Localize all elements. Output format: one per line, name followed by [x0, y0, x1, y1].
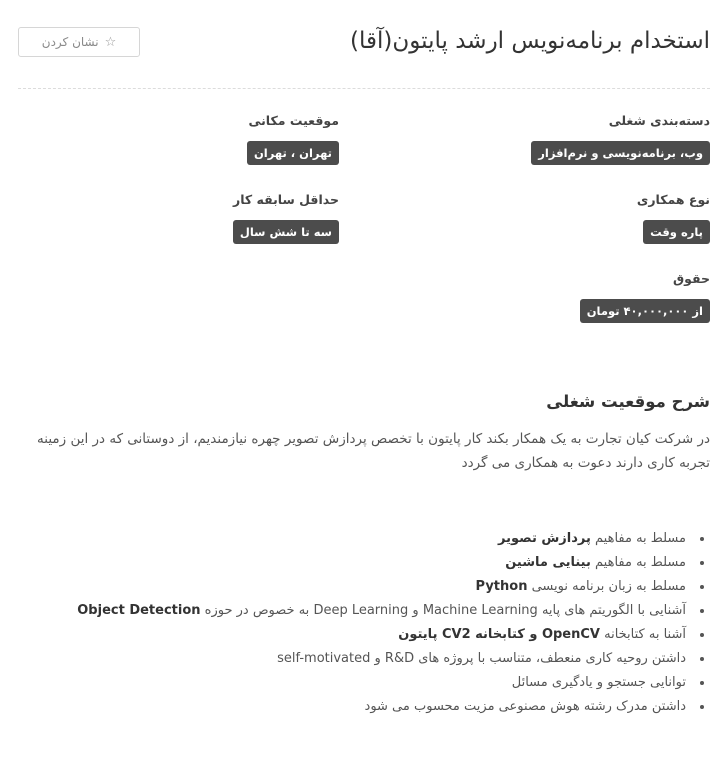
experience-tag: سه تا شش سال	[233, 220, 339, 244]
list-item: • مسلط به مفاهیم پردازش تصویر	[18, 527, 690, 551]
meta-location	[247, 113, 339, 165]
category-tag[interactable]: وب، برنامه‌نویسی و نرم‌افزار	[531, 141, 710, 165]
bookmark-button[interactable]	[18, 27, 140, 57]
meta-cooperation	[637, 192, 710, 244]
description-text: در شرکت کیان تجارت به یک همکار بکند کار پایتون با تخصص پردازش تصویر چهره نیازمندیم، از دوستانی که در این زمینه تجربه کاری دارند دعوت به همکاری می گردد	[37, 431, 710, 471]
list-item: • آشنا به کتابخانه OpenCV و کتابخانه CV2 پایتون	[18, 623, 690, 647]
header-divider	[18, 88, 710, 89]
list-item: • آشنایی با الگوریتم های پایه Machine Learning و Deep Learning به خصوص در حوزه Object Detection	[18, 599, 690, 623]
description-title: شرح موقعیت شغلی	[546, 392, 710, 411]
experience-label: حداقل سابقه کار	[233, 192, 339, 207]
meta-category	[531, 113, 710, 165]
bookmark-label: نشان کردن	[41, 35, 99, 49]
cooperation-tag[interactable]: پاره وقت	[643, 220, 710, 244]
cooperation-label: نوع همکاری	[636, 192, 710, 207]
meta-salary	[580, 271, 710, 323]
list-item: • مسلط به زبان برنامه نویسی Python	[18, 575, 690, 599]
list-item: • توانایی جستجو و یادگیری مسائل	[18, 671, 690, 695]
salary-label: حقوق	[672, 271, 710, 286]
list-item: • مسلط به مفاهیم بینایی ماشین	[18, 551, 690, 575]
job-page	[18, 0, 710, 779]
category-label: دسته‌بندی شغلی	[608, 113, 710, 128]
list-item: • داشتن روحیه کاری منعطف، متناسب با پروژه های R&D و self-motivated	[18, 647, 690, 671]
requirements-list	[18, 527, 710, 719]
meta-experience	[233, 192, 339, 244]
star-icon: ☆	[104, 34, 117, 50]
salary-tag: از ۴۰,۰۰۰,۰۰۰ تومان	[580, 299, 710, 323]
list-item: • داشتن مدرک رشته هوش مصنوعی مزیت محسوب می شود	[18, 695, 690, 719]
location-tag[interactable]: تهران ، تهران	[247, 141, 339, 165]
job-title: استخدام برنامه‌نویس ارشد پایتون(آقا)	[350, 28, 710, 54]
location-label: موقعیت مکانی	[248, 113, 339, 128]
